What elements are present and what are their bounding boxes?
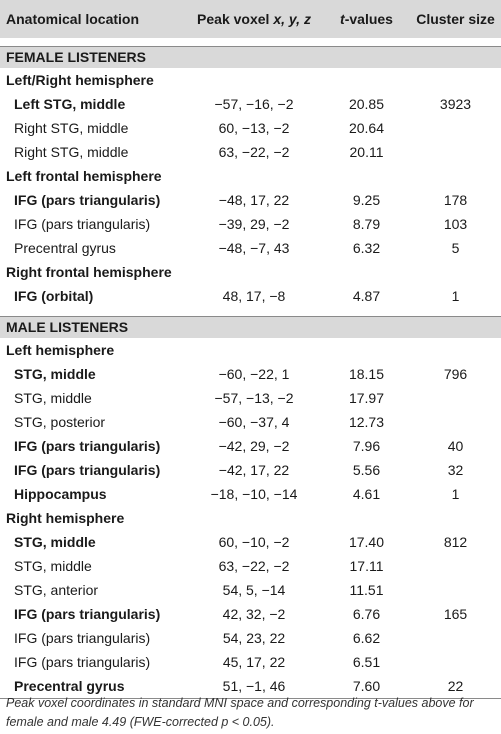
t-value-cell: 6.32 — [352, 240, 381, 256]
table-row — [0, 284, 501, 308]
peak-voxel-cell: 63, −22, −2 — [218, 144, 290, 160]
cluster-size-cell — [410, 140, 501, 164]
anatomical-location-cell: STG, middle — [14, 534, 96, 550]
t-value-cell: 8.79 — [352, 216, 381, 232]
table-row — [0, 92, 501, 116]
cluster-size-cell — [410, 650, 501, 674]
group-header-row — [0, 260, 501, 284]
cluster-size-cell: 40 — [447, 438, 464, 454]
peak-voxel-cell: 51, −1, 46 — [185, 674, 323, 698]
section-header-row — [0, 316, 501, 338]
group-header-row — [0, 506, 501, 530]
cluster-size-cell — [410, 554, 501, 578]
t-value-cell: 11.51 — [349, 582, 384, 598]
group-label: Right hemisphere — [6, 510, 125, 526]
peak-voxel-cell: −48, −7, 43 — [218, 240, 290, 256]
table-row — [0, 602, 501, 626]
table-row — [0, 140, 501, 164]
peak-voxel-cell: −57, −13, −2 — [214, 390, 294, 406]
cluster-size-cell: 22 — [410, 674, 501, 698]
t-value-cell: 7.60 — [323, 674, 410, 698]
peak-voxel-cell: −42, 17, 22 — [218, 462, 290, 478]
peak-voxel-cell: 60, −13, −2 — [218, 120, 290, 136]
header-t-values — [323, 0, 410, 38]
table-row — [0, 626, 501, 650]
header-t-suffix: -values — [344, 11, 393, 27]
cluster-size-cell: 3923 — [439, 96, 472, 112]
t-value-cell: 7.96 — [352, 438, 381, 454]
cluster-size-cell: 812 — [443, 534, 468, 550]
peak-voxel-cell: −60, −22, 1 — [218, 366, 290, 382]
cluster-size-cell: 32 — [447, 462, 464, 478]
anatomical-location-cell: Right STG, middle — [14, 120, 129, 136]
table-row — [0, 188, 501, 212]
header-peak-coords-label: x, y, z — [273, 11, 311, 27]
table-row — [0, 650, 501, 674]
peak-voxel-cell: −57, −16, −2 — [214, 96, 294, 112]
peak-voxel-cell: 54, 5, −14 — [222, 582, 286, 598]
cluster-size-cell: 1 — [451, 288, 460, 304]
section-label: FEMALE LISTENERS — [0, 46, 501, 68]
peak-voxel-cell: 42, 32, −2 — [222, 606, 286, 622]
group-label: Left frontal hemisphere — [6, 168, 162, 184]
t-value-cell: 6.76 — [352, 606, 381, 622]
cluster-size-cell — [410, 386, 501, 410]
anatomical-location-cell: Precentral gyrus — [14, 240, 116, 256]
section-spacer — [0, 308, 501, 316]
header-cluster-size: Cluster size — [416, 11, 495, 27]
header-t-letter: t — [340, 11, 345, 27]
table-header-row — [0, 0, 501, 38]
t-value-cell: 9.25 — [352, 192, 381, 208]
t-value-cell: 12.73 — [348, 414, 385, 430]
cluster-size-cell: 103 — [443, 216, 468, 232]
group-header-row — [0, 68, 501, 92]
table-body — [0, 38, 501, 698]
section-label: MALE LISTENERS — [0, 316, 501, 338]
table-row — [0, 578, 501, 602]
anatomical-location-cell: STG, middle — [14, 558, 92, 574]
section-header-row — [0, 46, 501, 68]
peak-voxel-cell: 48, 17, −8 — [222, 288, 286, 304]
peak-voxel-cell: −18, −10, −14 — [210, 486, 298, 502]
anatomical-location-cell: Hippocampus — [14, 486, 107, 502]
table-row — [0, 386, 501, 410]
t-value-cell: 18.15 — [348, 366, 385, 382]
table-row — [0, 212, 501, 236]
header-peak-voxel — [185, 0, 323, 38]
table-row — [0, 410, 501, 434]
t-value-cell: 17.40 — [348, 534, 385, 550]
cluster-size-cell — [410, 578, 501, 602]
group-header-row — [0, 338, 501, 362]
t-value-cell: 4.61 — [352, 486, 381, 502]
table-row — [0, 482, 501, 506]
cluster-size-cell — [410, 626, 501, 650]
anatomical-location-cell: STG, posterior — [14, 414, 106, 430]
anatomical-location-cell: IFG (orbital) — [14, 288, 94, 304]
anatomical-location-cell: IFG (pars triangularis) — [14, 606, 161, 622]
group-label: Left/Right hemisphere — [6, 72, 154, 88]
peak-voxel-cell: −60, −37, 4 — [218, 414, 290, 430]
peak-voxel-cell: 54, 23, 22 — [222, 630, 286, 646]
t-value-cell: 5.56 — [352, 462, 381, 478]
peak-voxel-cell: 63, −22, −2 — [218, 558, 290, 574]
t-value-cell: 20.11 — [349, 144, 384, 160]
cluster-size-cell: 178 — [443, 192, 468, 208]
anatomical-location-cell: STG, anterior — [14, 582, 99, 598]
anatomical-location-cell: IFG (pars triangularis) — [14, 654, 151, 670]
anatomical-location-cell: IFG (pars triangularis) — [14, 192, 161, 208]
table-row — [0, 236, 501, 260]
group-label: Left hemisphere — [6, 342, 115, 358]
anatomical-location-cell: IFG (pars triangularis) — [14, 216, 151, 232]
t-value-cell: 20.64 — [348, 120, 385, 136]
t-value-cell: 6.62 — [352, 630, 381, 646]
section-spacer — [0, 38, 501, 46]
anatomical-location-cell: IFG (pars triangularis) — [14, 462, 161, 478]
table-row — [0, 116, 501, 140]
t-value-cell: 17.11 — [349, 558, 384, 574]
peak-voxel-cell: −42, 29, −2 — [218, 438, 290, 454]
anatomical-location-cell: IFG (pars triangularis) — [14, 630, 151, 646]
peak-voxel-cell: 60, −10, −2 — [218, 534, 290, 550]
anatomical-location-cell: STG, middle — [14, 366, 96, 382]
peak-voxel-cell: 45, 17, 22 — [222, 654, 286, 670]
cluster-size-cell — [410, 410, 501, 434]
table-row — [0, 554, 501, 578]
t-value-cell: 17.97 — [348, 390, 385, 406]
cluster-size-cell: 165 — [443, 606, 468, 622]
t-value-cell: 4.87 — [352, 288, 381, 304]
peak-voxel-cell: −39, 29, −2 — [218, 216, 290, 232]
header-anatomical-location: Anatomical location — [6, 11, 140, 27]
t-value-cell: 20.85 — [348, 96, 385, 112]
peak-voxel-cell: −48, 17, 22 — [218, 192, 290, 208]
table-row — [0, 434, 501, 458]
cluster-size-cell — [410, 116, 501, 140]
table-row — [0, 458, 501, 482]
group-header-row — [0, 164, 501, 188]
table-footnote: Peak voxel coordinates in standard MNI space and corresponding t-values above for female and male 4.49 (FWE-corrected p < 0.05). — [6, 696, 474, 729]
anatomical-location-cell: STG, middle — [14, 390, 92, 406]
cluster-size-cell: 5 — [451, 240, 460, 256]
anatomical-location-cell: Precentral gyrus — [0, 674, 185, 698]
t-value-cell: 6.51 — [352, 654, 381, 670]
header-peak-prefix: Peak voxel — [197, 11, 274, 27]
anatomical-location-cell: Left STG, middle — [14, 96, 126, 112]
anatomical-location-cell: IFG (pars triangularis) — [14, 438, 161, 454]
cluster-size-cell: 796 — [443, 366, 468, 382]
group-label: Right frontal hemisphere — [6, 264, 172, 280]
anatomical-location-cell: Right STG, middle — [14, 144, 129, 160]
table-row — [0, 362, 501, 386]
table-row — [0, 530, 501, 554]
cluster-size-cell: 1 — [451, 486, 460, 502]
